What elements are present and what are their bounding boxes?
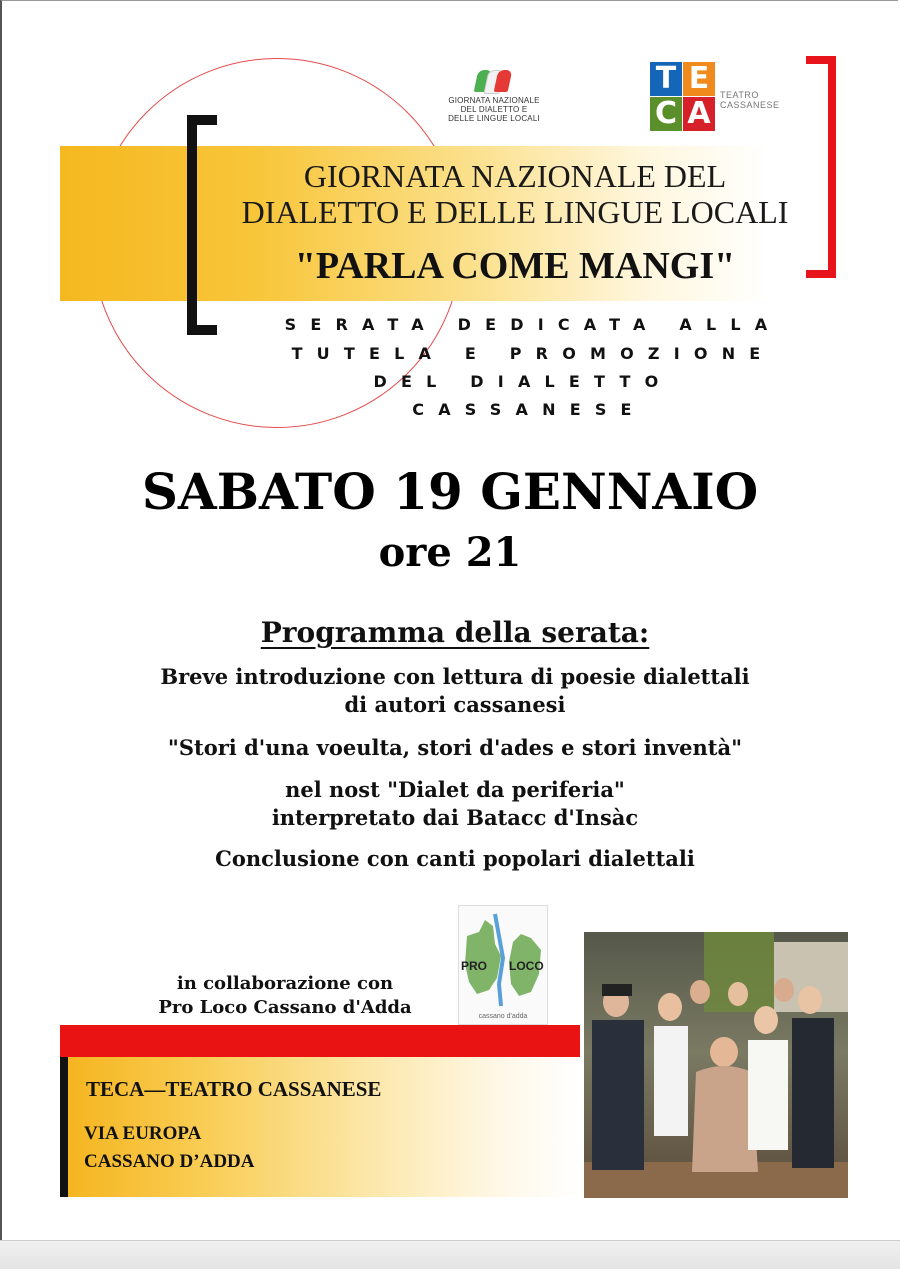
teca-side-text <box>720 90 780 110</box>
red-bracket-right <box>806 56 836 278</box>
venue-address-2: CASSANO D’ADDA <box>84 1151 255 1172</box>
teca-letter-e: E <box>683 62 715 96</box>
giornata-logo-line-1: GIORNATA NAZIONALE <box>448 96 540 105</box>
venue-red-bar <box>60 1025 580 1057</box>
giornata-logo-line-3: DELLE LINGUE LOCALI <box>448 114 540 123</box>
program-heading <box>0 614 900 652</box>
header-line-1: GIORNATA NAZIONALE DEL <box>303 158 727 194</box>
venue-name: TECA—TEATRO CASSANESE <box>86 1077 382 1101</box>
collaboration-text <box>60 972 510 1020</box>
subtitle-line-1: SERATA DEDICATA ALLA <box>284 315 782 334</box>
collaboration-line-1: in collaborazione con <box>176 973 394 994</box>
flag-icon <box>436 66 552 96</box>
venue-box <box>60 1025 580 1197</box>
program-line-2: di autori cassanesi <box>344 692 566 717</box>
subtitle-line-4: CASSANESE <box>412 400 646 419</box>
teca-logo <box>650 62 790 138</box>
teca-letter-t: T <box>650 62 682 96</box>
subtitle-line-2: TUTELA E PROMOZIONE <box>291 344 775 363</box>
teca-letter-a: A <box>683 97 715 131</box>
program-line-3: "Stori d'una voeulta, stori d'ades e stori inventà" <box>167 735 743 760</box>
collaboration-line-2: Pro Loco Cassano d'Adda <box>158 997 412 1018</box>
viewer-bottom-strip <box>0 1240 900 1269</box>
event-time: ore 21 <box>378 529 522 576</box>
main-title: "PARLA COME MANGI" <box>294 245 736 287</box>
event-date: SABATO 19 GENNAIO <box>141 462 759 521</box>
giornata-logo-line-2: DEL DIALETTO E <box>460 105 528 114</box>
giornata-nazionale-logo <box>436 66 552 134</box>
program-line-6: Conclusione con canti popolari dialettali <box>215 846 695 871</box>
teca-side-line-2: CASSANESE <box>720 100 780 110</box>
header-line-2: DIALETTO E DELLE LINGUE LOCALI <box>241 194 789 230</box>
program-line-5: interpretato dai Batacc d'Insàc <box>271 805 639 830</box>
cast-photo <box>584 932 848 1198</box>
program-line-4: nel nost "Dialet da periferia" <box>285 777 625 802</box>
cast-photo-image <box>584 932 848 1198</box>
teca-side-line-1: TEATRO <box>720 90 759 100</box>
subtitle-line-3: DEL DIALETTO <box>373 372 673 391</box>
proloco-left-text: PRO <box>461 959 488 973</box>
proloco-caption: cassano d'adda <box>478 1013 528 1020</box>
black-bracket-left <box>187 115 217 335</box>
program-heading-text: Programma della serata: <box>260 616 650 649</box>
program-line-1: Breve introduzione con lettura di poesie dialettali <box>160 664 750 689</box>
proloco-right-text: LOCO <box>509 959 544 973</box>
teca-letter-c: C <box>650 97 682 131</box>
venue-address-1: VIA EUROPA <box>84 1123 202 1144</box>
